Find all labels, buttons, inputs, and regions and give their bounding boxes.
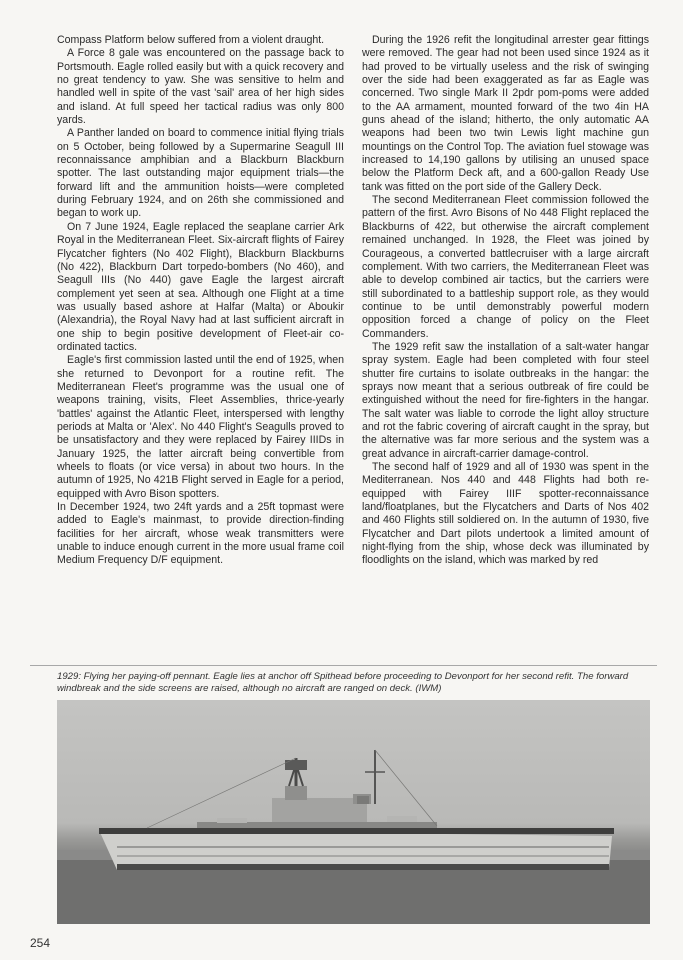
paragraph: Compass Platform below suffered from a violent draught.	[57, 34, 325, 46]
caption-body: Eagle lies at anchor off Spithead before proceeding to Devonport for her second refit. The forward windbreak and the side screens are raised, although no aircraft are ranged on deck. (IWM)	[57, 671, 629, 694]
paragraph: Eagle's first commission lasted until the end of 1925, when she returned to Devonport for a routine refit. The Mediterranean Fleet's programme was the usual one of weapons training, visits, Fleet Assemblies, thrice-yearly 'battles' against the Atlantic Fleet, interspersed with lengthy periods at Malta or 'Alex'. No 440 Flight's Seagulls proved to be unsatisfactory and they were replaced by Fairey IIIDs in January 1925, the latter aircraft being convertible from wheels to floats (or vice versa) in about two hours. In the autumn of 1925, No 421B Flight served in Eagle for a period, equipped with Avro Bison spotters.	[57, 354, 344, 500]
aircraft-carrier-photo	[57, 700, 650, 924]
page-number: 254	[30, 936, 51, 950]
ship-illustration	[57, 700, 650, 924]
paragraph: The 1929 refit saw the installation of a salt-water hangar spray system. Eagle had been completed with four steel shutter fire curtains to isolate outbreaks in the hangar: the sprays now meant that a serious outbreak of fire could be extinguished without the need for fire-fighters in the hangar. The salt water was liable to corrode the light alloy structure and rot the fabric covering of aircraft caught in the spray, but the alternative was far more serious and the system was a great advance in aircraft-carrier damage-control.	[362, 340, 649, 460]
left-text-column	[57, 34, 344, 568]
photo-caption	[57, 671, 650, 695]
paragraph: The second half of 1929 and all of 1930 was spent in the Mediterranean. Nos 440 and 448 Flights had both re-equipped with Fairey IIIF spotter-reconnaissance land/floatplanes, but the Flycatchers and Darts of Nos 402 and 460 Flights still soldiered on. In the autumn of 1930, five Flycatcher and Dart pilots undertook a limited amount of night-flying from the ship, whose deck was illuminated by floodlights on the island, which was marked by red	[362, 461, 649, 567]
caption-title: 1929: Flying her paying-off pennant.	[57, 671, 211, 682]
caption-divider	[30, 665, 657, 666]
paragraph: A Panther landed on board to commence initial flying trials on 5 October, being followed by a Supermarine Seagull III reconnaissance amphibian and a Blackburn Blackburn spotter. The last outstanding major equipment trials—the forward lift and the ammunition hoists—were completed during February 1924, and on 26th she commissioned and began to work up.	[57, 127, 344, 220]
paragraph: During the 1926 refit the longitudinal arrester gear fittings were removed. The gear had not been used since 1924 as it had proved to be virtually useless and the risk of swinging over the side had been exaggerated as far as Eagle was concerned. Two single Mark II 2pdr pom-poms were added to the AA armament, mounted forward of the two 4in HA guns ahead of the island; hitherto, the only automatic AA weapons had been two twin Lewis light machine gun mountings on the Control Top. The aviation fuel stowage was increased to 14,190 gallons by utilising an unused space below the Platform Deck aft, and a 600-gallon Ready Use tank was fitted on the port side of the Gallery Deck.	[362, 34, 649, 193]
paragraph: A Force 8 gale was encountered on the passage back to Portsmouth. Eagle rolled easily but with a quick recovery and no great tendency to yaw. She was sensitive to helm and handled well in spite of the vast 'sail' area of her high sides and island. At full speed her tactical radius was only 800 yards.	[57, 47, 344, 127]
paragraph: The second Mediterranean Fleet commission followed the pattern of the first. Avro Bisons of No 448 Flight replaced the Blackburns of 422, but otherwise the aircraft complement remained unchanged. In 1928, the Fleet was joined by Courageous, a converted battlecruiser with a large aircraft complement. With two carriers, the Mediterranean Fleet was able to develop combined air tactics, but the carriers were still subordinated to a battleship support role, as they would continue to be until demonstrably powerful modern opposition forced a change of policy on the Fleet Commanders.	[362, 194, 649, 340]
paragraph: In December 1924, two 24ft yards and a 25ft topmast were added to Eagle's mainmast, to provide direction-finding facilities for her aircraft, whose weak transmitters were unable to induce enough current in the more usual frame coil Medium Frequency D/F equipment.	[57, 501, 344, 567]
right-text-column	[362, 34, 649, 568]
paragraph: On 7 June 1924, Eagle replaced the seaplane carrier Ark Royal in the Mediterranean Fleet. Six-aircraft flights of Fairey Flycatcher fighters (No 402 Flight), Blackburn Blackburns (No 422), Blackburn Dart torpedo-bombers (No 460), and Seagull IIIs (No 440) gave Eagle the largest aircraft complement yet seen at sea. Although one Flight at a time was usually based ashore at Halfar (Malta) or Aboukir (Alexandria), the Royal Navy had at last sufficient aircraft in one ship to begin positive development of Fleet-air co-ordinated tactics.	[57, 220, 344, 353]
